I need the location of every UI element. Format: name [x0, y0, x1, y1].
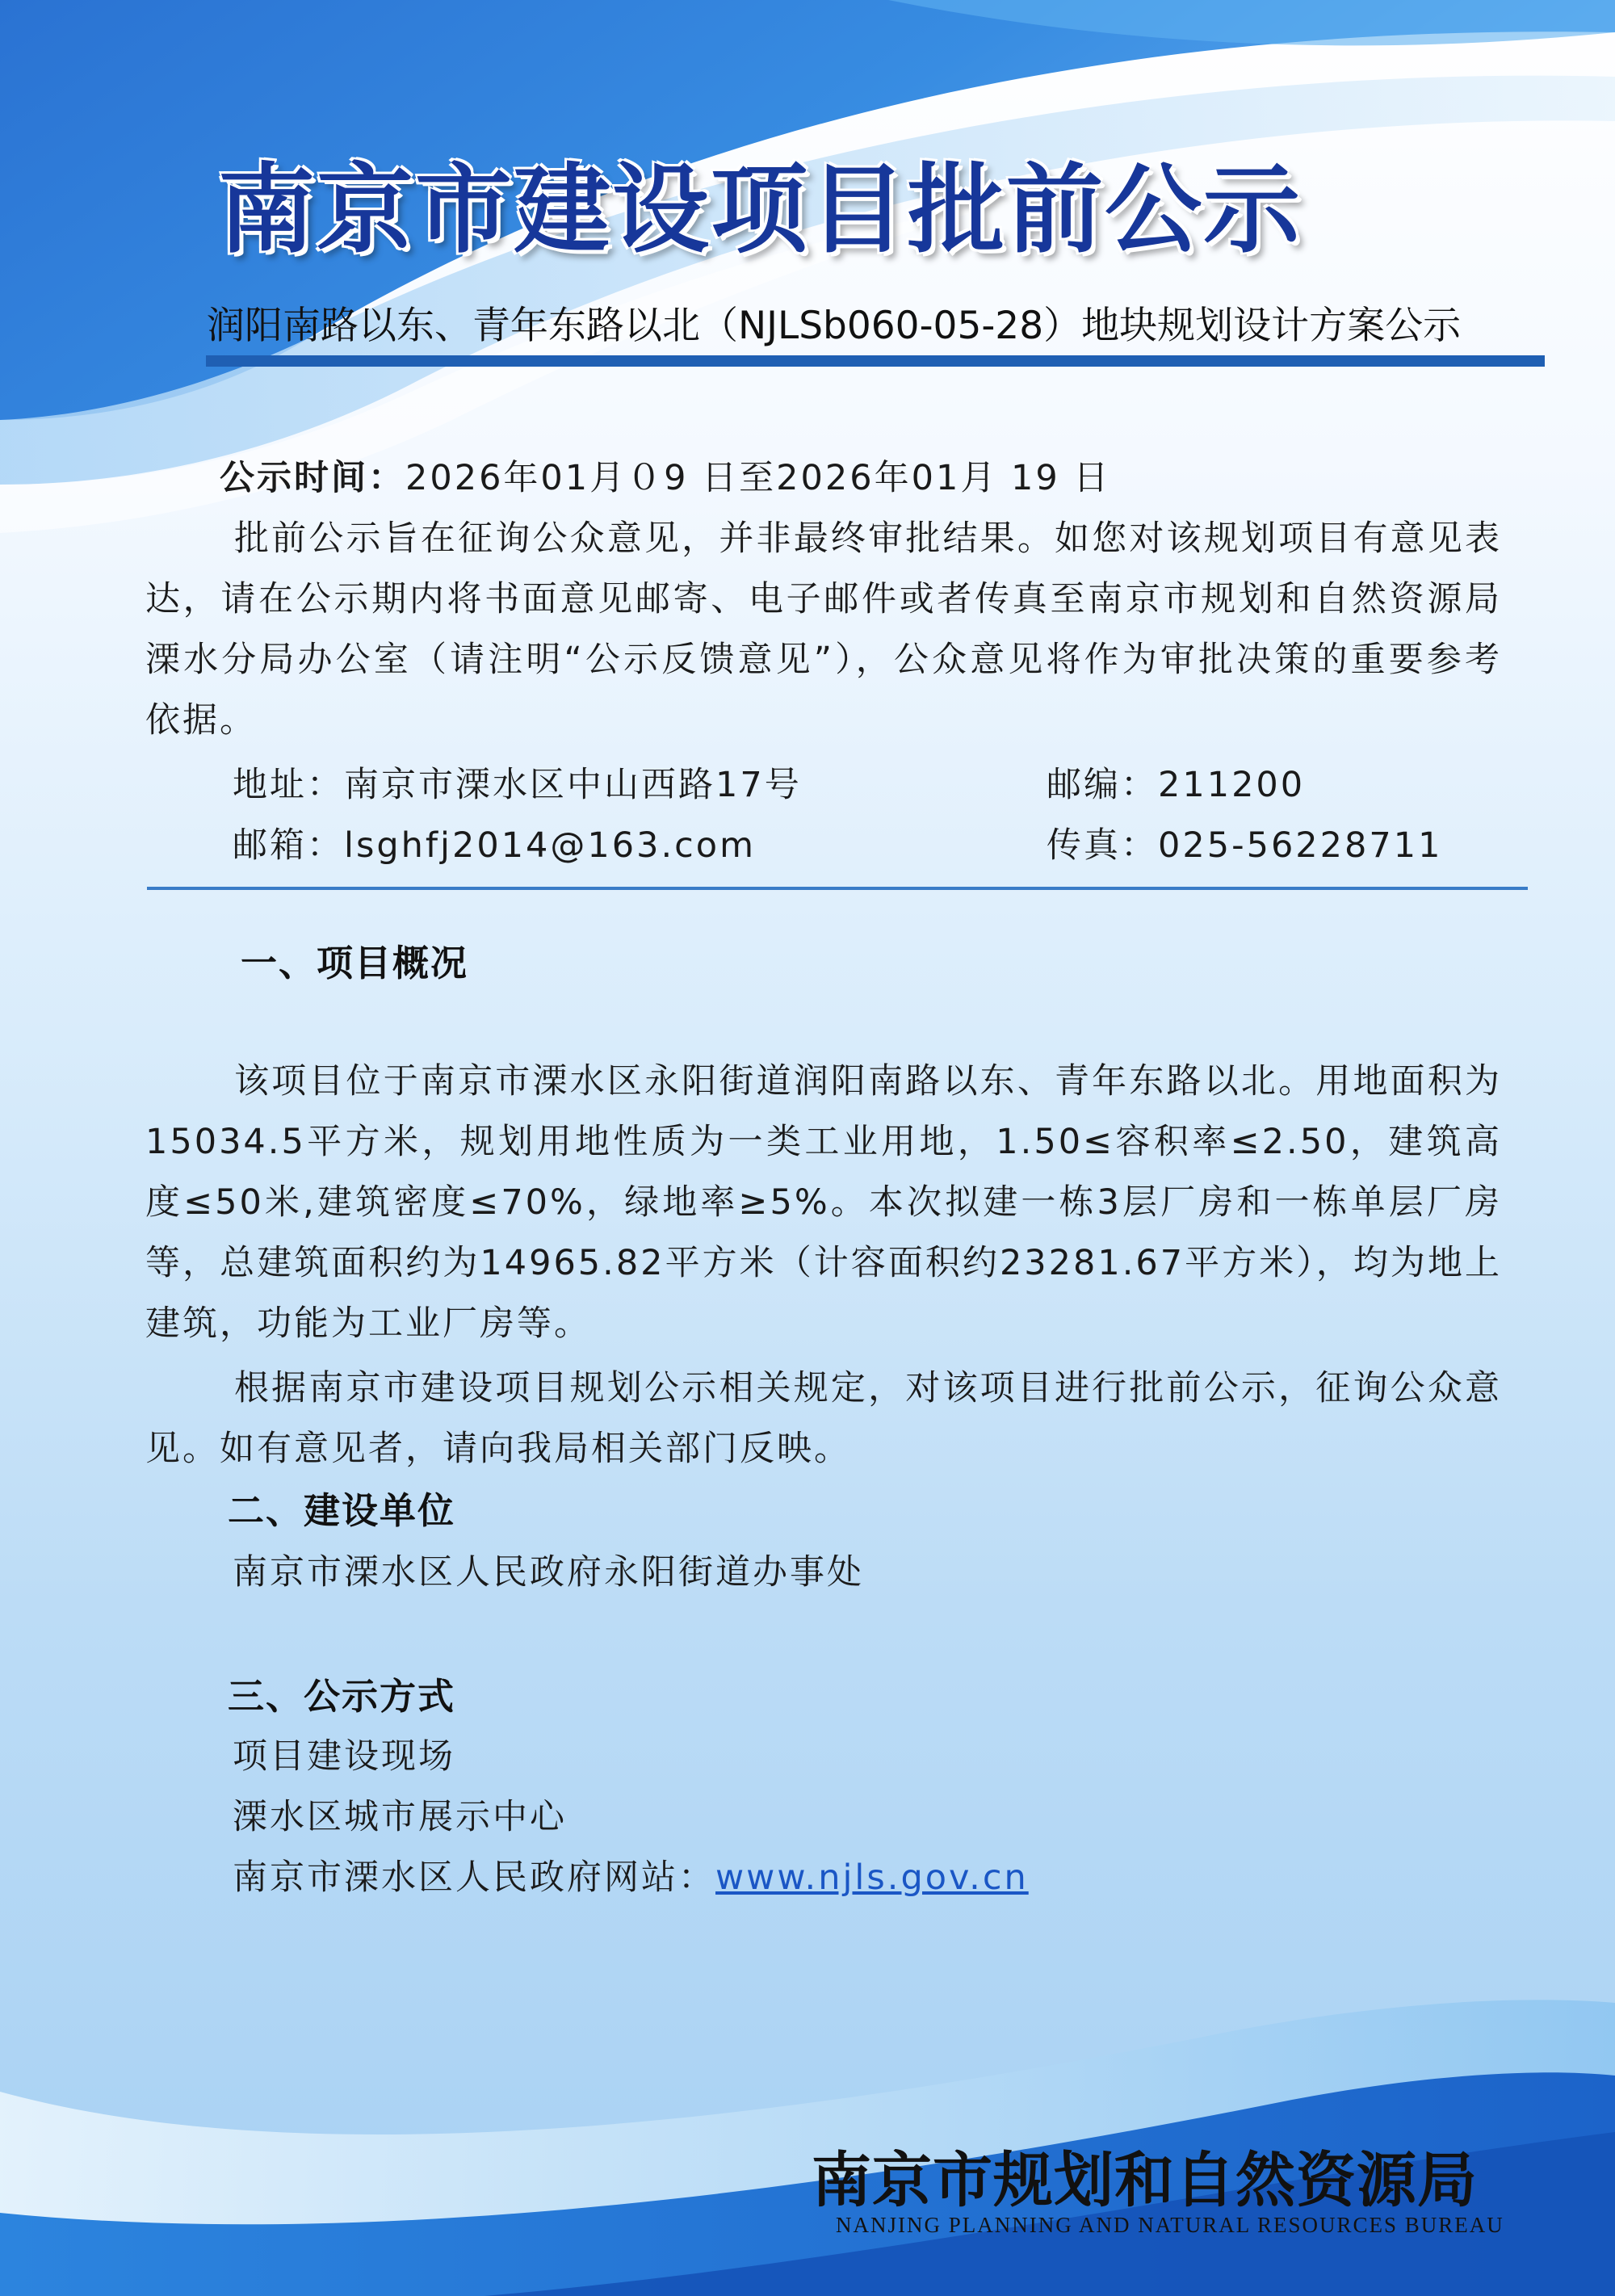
fax-value: 025-56228711	[1158, 825, 1443, 866]
notice-period-value: 2026年01月０9 日至2026年01月 19 日	[405, 458, 1111, 498]
contact-postcode	[1047, 755, 1305, 816]
subtitle-underline	[206, 355, 1545, 367]
address-value: 南京市溧水区中山西路17号	[344, 765, 802, 805]
method-item-site: 项目建设现场	[233, 1736, 455, 1777]
section1-heading: 一、项目概况	[241, 942, 469, 984]
section1-paragraph-consultation: 根据南京市建设项目规划公示相关规定，对该项目进行批前公示，征询公众意见。如有意见者，请向我局相关部门反映。	[145, 1368, 1502, 1469]
notice-subtitle: 润阳南路以东、青年东路以北（NJLSb060-05-28）地块规划设计方案公示	[207, 304, 1462, 348]
notice-period	[220, 448, 1110, 509]
section1-paragraph-overview: 该项目位于南京市溧水区永阳街道润阳南路以东、青年东路以北。用地面积为15034.5平方米，规划用地性质为一类工业用地，1.50≤容积率≤2.50，建筑高度≤50米,建筑密度≤70%，绿地率≥5%。本次拟建一栋3层厂房和一栋单层厂房等，总建筑面积约为14965.82平方米（计容面积约23281.67平方米），均为地上建筑，功能为工业厂房等。	[145, 1061, 1502, 1344]
address-label: 地址：	[233, 765, 344, 805]
section2-heading: 二、建设单位	[228, 1489, 456, 1532]
notice-period-label: 公示时间：	[220, 458, 405, 498]
main-title: 南京市建设项目批前公示	[218, 153, 1302, 267]
contact-fax	[1047, 816, 1442, 876]
website-label: 南京市溧水区人民政府网站：	[233, 1857, 715, 1898]
section3-heading: 三、公示方式	[228, 1675, 456, 1718]
postcode-label: 邮编：	[1047, 765, 1158, 805]
method-item-exhibition-center: 溧水区城市展示中心	[233, 1797, 567, 1837]
notice-intro: 批前公示旨在征询公众意见，并非最终审批结果。如您对该规划项目有意见表达，请在公示期内将书面意见邮寄、电子邮件或者传真至南京市规划和自然资源局溧水分局办公室（请注明“公示反馈意见”），公众意见将作为审批决策的重要参考依据。	[145, 518, 1502, 741]
method-item-website	[233, 1848, 1029, 1908]
fax-label: 传真：	[1047, 825, 1158, 866]
contact-address	[233, 755, 802, 816]
email-value: lsghfj2014@163.com	[344, 825, 756, 866]
postcode-value: 211200	[1158, 765, 1306, 805]
bureau-name-en: NANJING PLANNING AND NATURAL RESOURCES BUREAU	[836, 2213, 1504, 2237]
section-divider	[147, 887, 1528, 890]
bureau-name-cn: 南京市规划和自然资源局	[812, 2146, 1478, 2215]
contact-email	[233, 816, 756, 876]
construction-unit: 南京市溧水区人民政府永阳街道办事处	[233, 1552, 864, 1593]
email-label: 邮箱：	[233, 825, 344, 866]
website-link[interactable]: www.njls.gov.cn	[715, 1857, 1029, 1898]
